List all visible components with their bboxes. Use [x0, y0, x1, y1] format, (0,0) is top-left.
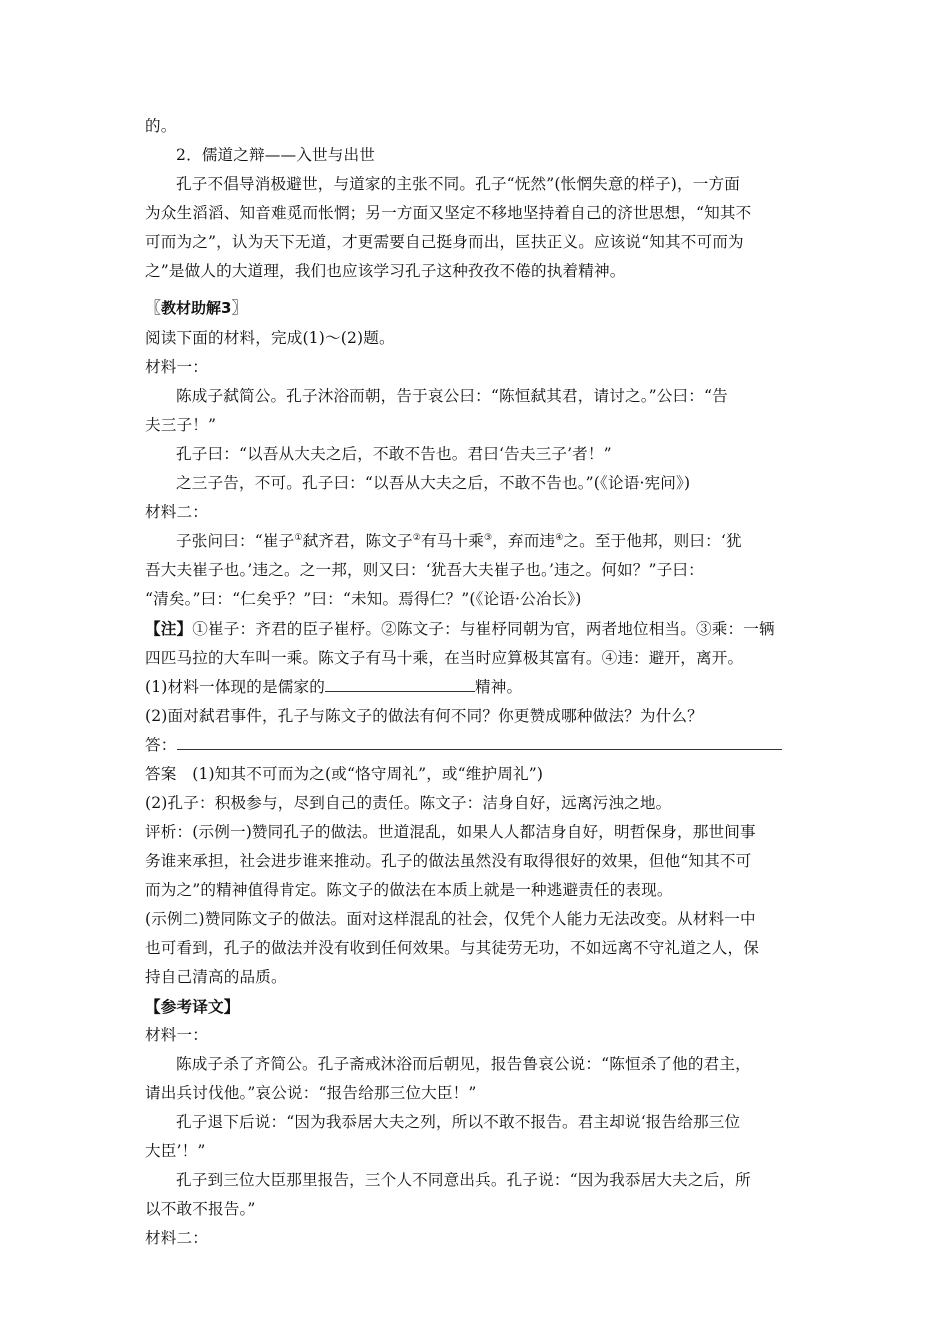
material-text: 吾大夫崔子也。’违之。之一邦，则又曰：‘犹吾大夫崔子也。’违之。何如？”子曰： — [145, 561, 704, 579]
answer-blank[interactable] — [177, 732, 782, 750]
analysis-text: 务谁来承担，社会进步谁来推动。孔子的做法虽然没有取得很好的效果，但他“知其不可 — [145, 852, 752, 870]
notes-text: 四匹马拉的大车叫一乘。陈文子有马十乘，在当时应算极其富有。④违：避开，离开。 — [145, 649, 744, 667]
analysis-text: (示例二)赞同陈文子的做法。面对这样混乱的社会，仅凭个人能力无法改变。从材料一中 — [145, 910, 756, 928]
answer-prompt: 答： — [145, 736, 177, 754]
text-line: 的。 — [145, 117, 177, 135]
question-1 — [145, 673, 809, 702]
translation-text: 大臣’！” — [145, 1142, 206, 1160]
material-text: “清矣。”曰：“仁矣乎？”曰：“未知。焉得仁？”(《论语·公冶长》) — [145, 590, 582, 608]
material-text — [145, 527, 809, 556]
note-ref: ① — [294, 532, 303, 543]
analysis-text: 持自己清高的品质。 — [145, 968, 287, 986]
notes-label: 【注】 — [145, 619, 193, 638]
analysis-text: 也可看到，孔子的做法并没有收到任何效果。与其徒劳无功，不如远离不守礼道之人，保 — [145, 939, 760, 957]
question-text: (1)材料一体现的是儒家的 — [145, 678, 325, 696]
answer-block — [145, 760, 809, 789]
translation-text: 请出兵讨伐他。”哀公说：“报告给那三位大臣！” — [145, 1084, 477, 1102]
note-ref: ② — [412, 532, 421, 543]
notes-text: ①崔子：齐君的臣子崔杼。②陈文子：与崔杼同朝为官，两者地位相当。③乘：一辆 — [192, 620, 775, 638]
answer-text: (2)孔子：积极参与，尽到自己的责任。陈文子：洁身自好，远离污浊之地。 — [145, 794, 672, 812]
material-label: 材料一： — [145, 358, 208, 376]
notes — [145, 614, 809, 644]
question-text: 精神。 — [474, 678, 523, 696]
text-line: 为众生滔滔、知音难觅而怅惘；另一方面又坚定不移地坚持着自己的济世思想，“知其不 — [145, 204, 752, 222]
answer-text: (1)知其不可而为之(或“恪守周礼”，或“维护周礼”) — [192, 765, 544, 783]
subsection-heading: 2．儒道之辩——入世与出世 — [176, 146, 375, 164]
question-2: (2)面对弑君事件，孔子与陈文子的做法有何不同？你更赞成哪种做法？为什么？ — [145, 707, 703, 725]
bracket-open: 〖 — [145, 298, 162, 317]
translation-text: 陈成子杀了齐简公。孔子斋戒沐浴而后朝见，报告鲁哀公说：“陈恒杀了他的君主， — [176, 1055, 751, 1073]
note-ref: ④ — [555, 532, 564, 543]
instructions: 阅读下面的材料，完成(1)～(2)题。 — [145, 329, 395, 347]
section-title: 教材助解3 — [161, 299, 232, 317]
analysis-text: 而为之”的精神值得肯定。陈文子的做法在本质上就是一种逃避责任的表现。 — [145, 881, 673, 899]
section-heading — [145, 293, 809, 322]
text-line: 之”是做人的大道理，我们也应该学习孔子这种孜孜不倦的执着精神。 — [145, 262, 626, 280]
translation-text: 以不敢不报告。” — [145, 1200, 256, 1218]
translation-text: 孔子到三位大臣那里报告，三个人不同意出兵。孔子说：“因为我忝居大夫之后，所 — [176, 1171, 751, 1189]
note-ref: ③ — [483, 532, 493, 543]
document-page — [145, 112, 809, 1253]
text-line: 可而为之”，认为天下无道，才更需要自己挺身而出，匡扶正义。应该说“知其不可而为 — [145, 233, 744, 251]
material-text: 陈成子弑简公。孔子沐浴而朝，告于哀公曰：“陈恒弑其君，请讨之。”公曰：“告 — [176, 387, 728, 405]
translation-label: 【参考译文】 — [145, 997, 240, 1016]
answer-label: 答案 — [145, 765, 177, 783]
material-label: 材料二： — [145, 1229, 208, 1247]
material-label: 材料一： — [145, 1026, 208, 1044]
text-run: 弑齐君，陈文子 — [302, 532, 413, 550]
analysis-text: 评析：(示例一)赞同孔子的做法。世道混乱，如果人人都洁身自好，明哲保身，那世间事 — [145, 823, 756, 841]
translation-text: 孔子退下后说：“因为我忝居大夫之列，所以不敢不报告。君主却说‘报告给那三位 — [176, 1113, 741, 1131]
material-text: 夫三子！” — [145, 416, 217, 434]
material-text: 孔子曰：“以吾从大夫之后，不敢不告也。君曰‘告夫三子’者！” — [176, 445, 612, 463]
text-run: ，弃而违 — [492, 532, 556, 550]
text-run: 有马十乘 — [421, 532, 484, 550]
answer-line — [145, 731, 809, 760]
text-line: 孔子不倡导消极避世，与道家的主张不同。孔子“怃然”(怅惘失意的样子)，一方面 — [176, 175, 740, 193]
text-run: 子张问曰：“崔子 — [176, 532, 295, 550]
material-text: 之三子告，不可。孔子曰：“以吾从大夫之后，不敢不告也。”(《论语·宪问》) — [176, 474, 691, 492]
material-label: 材料二： — [145, 503, 208, 521]
bracket-close: 〗 — [231, 298, 248, 317]
text-run: 之。至于他邦，则曰：‘犹 — [563, 532, 742, 550]
answer-blank[interactable] — [325, 674, 475, 692]
